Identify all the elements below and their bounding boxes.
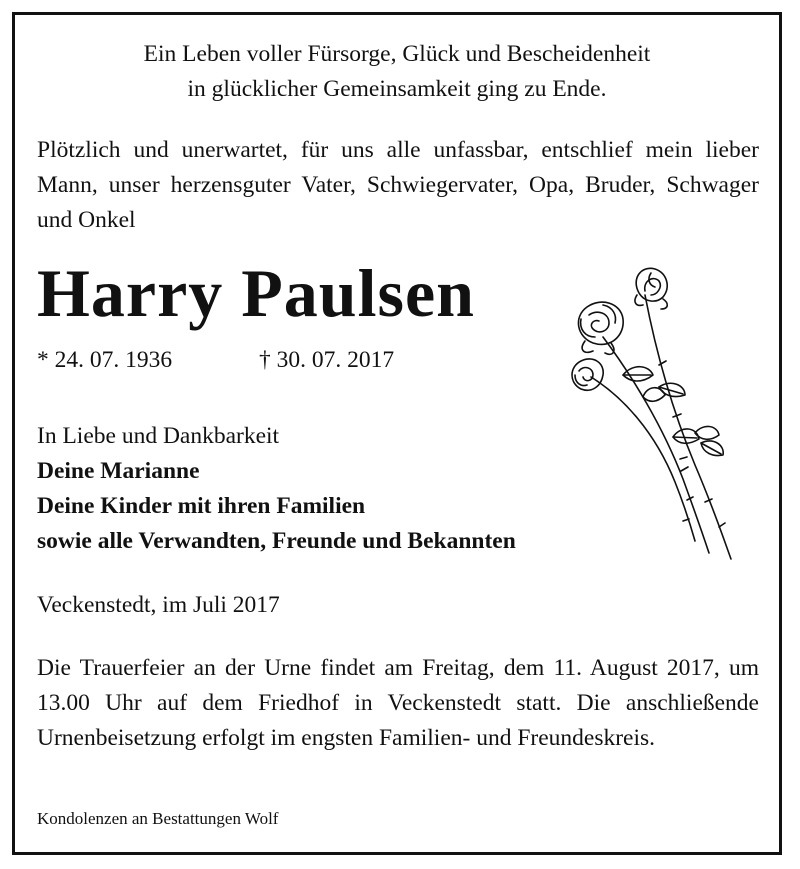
place-date: Veckenstedt, im Juli 2017 <box>37 592 280 618</box>
intro-line-2: in glücklicher Gemeinsamkeit ging zu Ende. <box>187 76 607 102</box>
deceased-name: Harry Paulsen <box>37 255 475 331</box>
intro-line-1: Ein Leben voller Fürsorge, Glück und Bescheidenheit <box>143 41 651 67</box>
funeral-info: Die Trauerfeier an der Urne findet am Freitag, dem 11. August 2017, um 13.00 Uhr auf dem Friedhof in Veckenstedt statt. Die anschließende Urnenbeisetzung erfolgt im engsten Familien- und Freundeskreis. <box>37 655 759 751</box>
signature-line-2: Deine Marianne <box>37 458 200 484</box>
death-date: † 30. 07. 2017 <box>259 347 395 373</box>
announcement-text: Plötzlich und unerwartet, für uns alle unfassbar, entschlief mein lieber Mann, unser herzensguter Vater, Schwiegervater, Opa, Bruder, Schwager und Onkel <box>37 137 759 233</box>
signature-line-4: sowie alle Verwandten, Freunde und Bekannten <box>37 528 516 554</box>
signature-block <box>37 419 516 559</box>
intro-verse <box>15 37 779 107</box>
signature-line-3: Deine Kinder mit ihren Familien <box>37 493 366 519</box>
roses-icon <box>563 257 763 567</box>
condolences-note: Kondolenzen an Bestattungen Wolf <box>37 809 279 828</box>
signature-line-1: In Liebe und Dankbarkeit <box>37 423 280 449</box>
obituary-notice <box>12 12 782 855</box>
birth-date: * 24. 07. 1936 <box>37 347 173 373</box>
